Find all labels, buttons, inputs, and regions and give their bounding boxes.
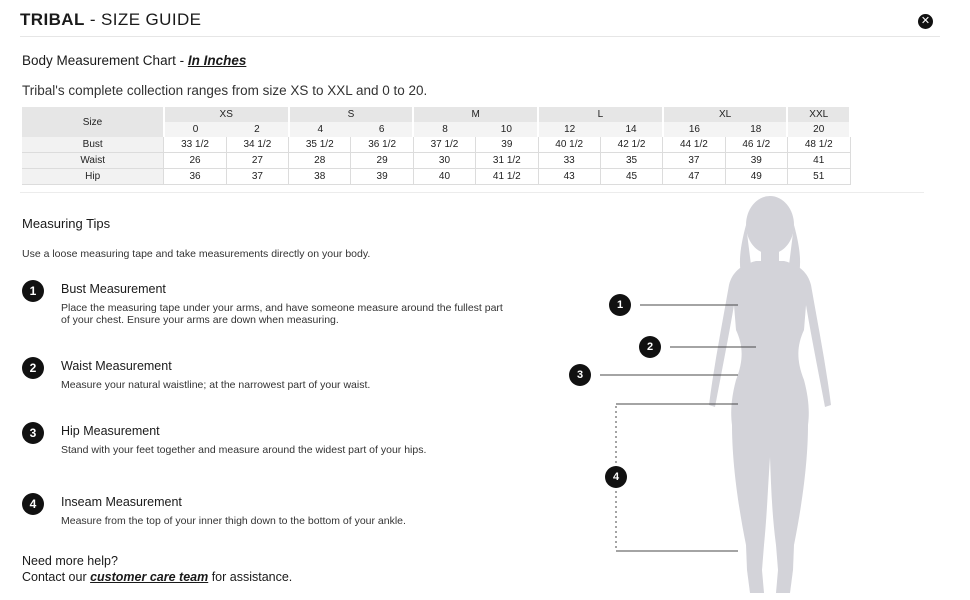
size-group: XS xyxy=(164,107,289,122)
table-cell: 36 xyxy=(164,169,226,185)
table-cell: 33 1/2 xyxy=(164,137,226,153)
size-header: Size xyxy=(22,107,164,137)
table-cell: 51 xyxy=(787,169,850,185)
tip-title: Inseam Measurement xyxy=(61,495,182,509)
size-number: 2 xyxy=(226,122,288,137)
table-cell: 30 xyxy=(413,153,475,169)
brand-name: TRIBAL xyxy=(20,10,85,29)
size-guide-title: SIZE GUIDE xyxy=(101,10,202,29)
table-cell: 48 1/2 xyxy=(787,137,850,153)
table-cell: 39 xyxy=(351,169,413,185)
table-row xyxy=(22,153,850,169)
table-cell: 33 xyxy=(538,153,600,169)
table-cell: 37 1/2 xyxy=(413,137,475,153)
size-group: M xyxy=(413,107,538,122)
step-4-badge: 4 xyxy=(22,493,44,515)
chart-units: In Inches xyxy=(187,53,247,68)
help-prefix: Contact our xyxy=(22,570,91,584)
table-cell: 36 1/2 xyxy=(351,137,413,153)
size-number: 14 xyxy=(600,122,662,137)
table-cell: 49 xyxy=(725,169,787,185)
size-number: 16 xyxy=(663,122,725,137)
table-row xyxy=(22,169,850,185)
table-cell: 28 xyxy=(289,153,351,169)
tip-description: Measure your natural waistline; at the narrowest part of your waist. xyxy=(61,379,371,391)
row-label: Hip xyxy=(22,169,164,185)
row-label: Waist xyxy=(22,153,164,169)
modal-title xyxy=(20,10,201,29)
table-cell: 45 xyxy=(600,169,662,185)
table-cell: 34 1/2 xyxy=(226,137,288,153)
tips-title: Measuring Tips xyxy=(22,216,111,231)
size-group: S xyxy=(289,107,414,122)
step-3-badge: 3 xyxy=(22,422,44,444)
size-number: 8 xyxy=(413,122,475,137)
table-row xyxy=(22,137,850,153)
help-suffix: for assistance. xyxy=(208,570,293,584)
help-contact xyxy=(22,569,292,585)
table-cell: 37 xyxy=(663,153,725,169)
size-number: 20 xyxy=(787,122,850,137)
table-cell: 26 xyxy=(164,153,226,169)
size-group: L xyxy=(538,107,663,122)
size-number: 4 xyxy=(289,122,351,137)
size-number: 0 xyxy=(164,122,226,137)
table-cell: 39 xyxy=(476,137,538,153)
tip-description: Place the measuring tape under your arms, and have someone measure around the fullest part of your chest. Ensure your arms are down when measuring. xyxy=(61,302,503,326)
tip-title: Bust Measurement xyxy=(61,282,166,296)
help-section xyxy=(22,553,292,585)
inseam-marker: 4 xyxy=(605,466,627,488)
waist-marker: 2 xyxy=(639,336,661,358)
table-cell: 46 1/2 xyxy=(725,137,787,153)
table-cell: 29 xyxy=(351,153,413,169)
table-cell: 37 xyxy=(226,169,288,185)
table-cell: 47 xyxy=(663,169,725,185)
customer-care-link[interactable]: customer care team xyxy=(90,570,209,584)
silhouette-illustration xyxy=(580,195,880,600)
step-2-badge: 2 xyxy=(22,357,44,379)
body-measurement-figure xyxy=(576,195,880,600)
size-number: 10 xyxy=(476,122,538,137)
header-divider xyxy=(20,36,940,37)
size-group-row xyxy=(22,107,850,122)
modal-header xyxy=(20,10,940,36)
title-separator: - xyxy=(84,10,102,29)
table-cell: 40 xyxy=(413,169,475,185)
tip-description: Measure from the top of your inner thigh down to the bottom of your ankle. xyxy=(61,515,406,527)
table-cell: 41 xyxy=(787,153,850,169)
row-label: Bust xyxy=(22,137,164,153)
close-icon[interactable]: ✕ xyxy=(918,14,933,29)
tip-title: Waist Measurement xyxy=(61,359,172,373)
table-cell: 35 1/2 xyxy=(289,137,351,153)
step-1-badge: 1 xyxy=(22,280,44,302)
table-cell: 43 xyxy=(538,169,600,185)
size-group: XL xyxy=(663,107,788,122)
chart-title xyxy=(22,53,246,68)
range-text: Tribal's complete collection ranges from size XS to XXL and 0 to 20. xyxy=(22,83,428,98)
hip-marker: 3 xyxy=(569,364,591,386)
size-table xyxy=(22,107,851,185)
table-cell: 39 xyxy=(725,153,787,169)
bust-marker: 1 xyxy=(609,294,631,316)
help-question: Need more help? xyxy=(22,554,118,568)
size-number: 6 xyxy=(351,122,413,137)
table-cell: 35 xyxy=(600,153,662,169)
table-cell: 38 xyxy=(289,169,351,185)
table-cell: 31 1/2 xyxy=(476,153,538,169)
size-group: XXL xyxy=(787,107,850,122)
tips-intro: Use a loose measuring tape and take measurements directly on your body. xyxy=(22,248,371,260)
table-cell: 44 1/2 xyxy=(663,137,725,153)
tip-description: Stand with your feet together and measure around the widest part of your hips. xyxy=(61,444,427,456)
size-number: 12 xyxy=(538,122,600,137)
tip-title: Hip Measurement xyxy=(61,424,160,438)
chart-title-prefix: Body Measurement Chart - xyxy=(22,53,188,68)
table-cell: 27 xyxy=(226,153,288,169)
woman-silhouette-icon xyxy=(709,196,831,593)
table-cell: 41 1/2 xyxy=(476,169,538,185)
table-cell: 42 1/2 xyxy=(600,137,662,153)
section-divider xyxy=(20,192,924,193)
table-cell: 40 1/2 xyxy=(538,137,600,153)
size-number: 18 xyxy=(725,122,787,137)
